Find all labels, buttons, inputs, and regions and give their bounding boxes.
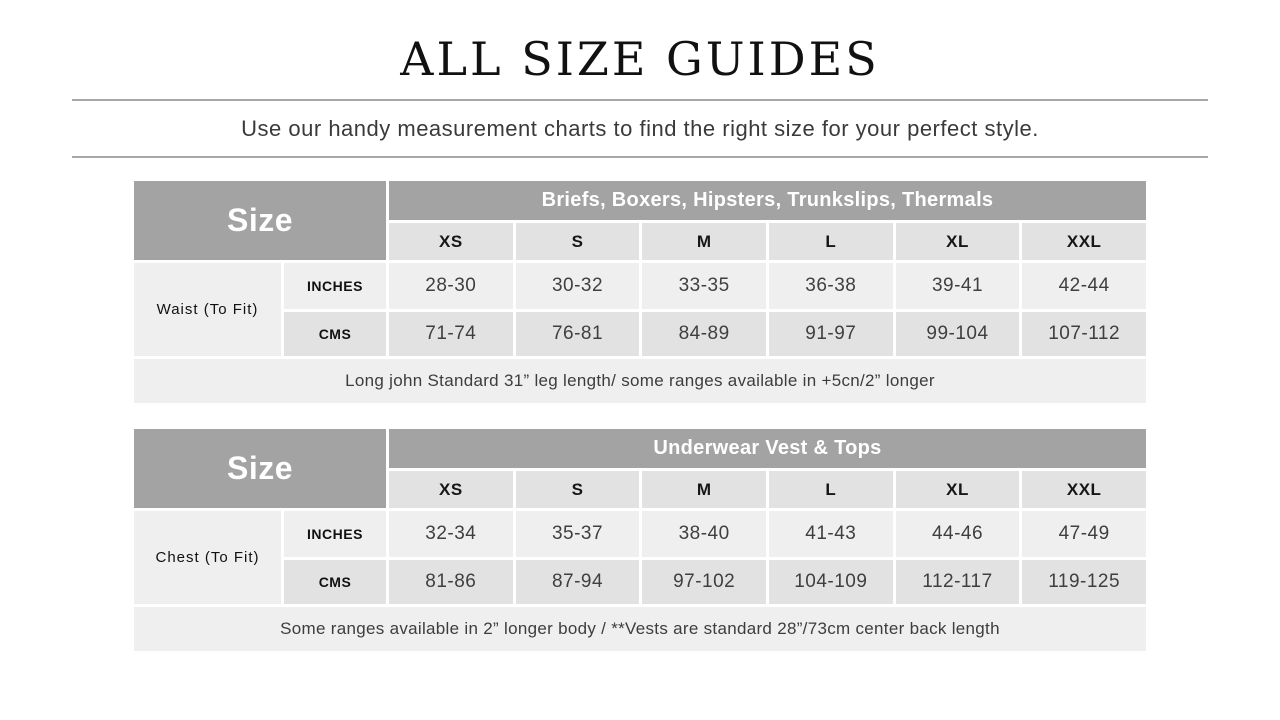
size-table-vests [134, 429, 1146, 651]
value-cell: 91-97 [769, 312, 893, 356]
measure-label-cell: Waist (To Fit) [134, 263, 281, 356]
value-cell: 30-32 [516, 263, 640, 309]
value-cell: 28-30 [389, 263, 513, 309]
value-cell: 42-44 [1022, 263, 1146, 309]
table-footnote: Some ranges available in 2” longer body / **Vests are standard 28”/73cm center back length [134, 607, 1146, 651]
unit-label-cms: CMS [284, 312, 386, 356]
value-cell: 87-94 [516, 560, 640, 604]
value-cell: 119-125 [1022, 560, 1146, 604]
value-cell: 36-38 [769, 263, 893, 309]
size-option-xl: XL [896, 471, 1020, 508]
value-cell: 35-37 [516, 511, 640, 557]
value-cell: 32-34 [389, 511, 513, 557]
size-option-m: M [642, 471, 766, 508]
value-cell: 76-81 [516, 312, 640, 356]
page-header [0, 0, 1280, 158]
size-table-briefs [134, 181, 1146, 403]
value-cell: 81-86 [389, 560, 513, 604]
size-option-xl: XL [896, 223, 1020, 260]
value-cell: 39-41 [896, 263, 1020, 309]
value-cell: 44-46 [896, 511, 1020, 557]
value-cell: 97-102 [642, 560, 766, 604]
size-header-cell: Size [134, 181, 386, 260]
size-option-xxl: XXL [1022, 223, 1146, 260]
category-header-cell: Briefs, Boxers, Hipsters, Trunkslips, Thermals [389, 181, 1146, 220]
size-header-cell: Size [134, 429, 386, 508]
category-header-cell: Underwear Vest & Tops [389, 429, 1146, 468]
size-option-m: M [642, 223, 766, 260]
unit-label-inches: INCHES [284, 511, 386, 557]
value-cell: 38-40 [642, 511, 766, 557]
size-option-xs: XS [389, 471, 513, 508]
value-cell: 47-49 [1022, 511, 1146, 557]
value-cell: 112-117 [896, 560, 1020, 604]
size-option-l: L [769, 471, 893, 508]
measure-label-cell: Chest (To Fit) [134, 511, 281, 604]
value-cell: 71-74 [389, 312, 513, 356]
divider-bottom [72, 156, 1208, 158]
value-cell: 104-109 [769, 560, 893, 604]
size-option-s: S [516, 471, 640, 508]
size-option-xs: XS [389, 223, 513, 260]
size-option-xxl: XXL [1022, 471, 1146, 508]
value-cell: 41-43 [769, 511, 893, 557]
value-cell: 99-104 [896, 312, 1020, 356]
size-option-s: S [516, 223, 640, 260]
size-option-l: L [769, 223, 893, 260]
table-footnote: Long john Standard 31” leg length/ some ranges available in +5cn/2” longer [134, 359, 1146, 403]
page-subtitle: Use our handy measurement charts to find the right size for your perfect style. [241, 116, 1039, 142]
unit-label-cms: CMS [284, 560, 386, 604]
value-cell: 84-89 [642, 312, 766, 356]
value-cell: 107-112 [1022, 312, 1146, 356]
page-title: ALL SIZE GUIDES [400, 32, 880, 86]
value-cell: 33-35 [642, 263, 766, 309]
size-tables [134, 181, 1146, 651]
unit-label-inches: INCHES [284, 263, 386, 309]
